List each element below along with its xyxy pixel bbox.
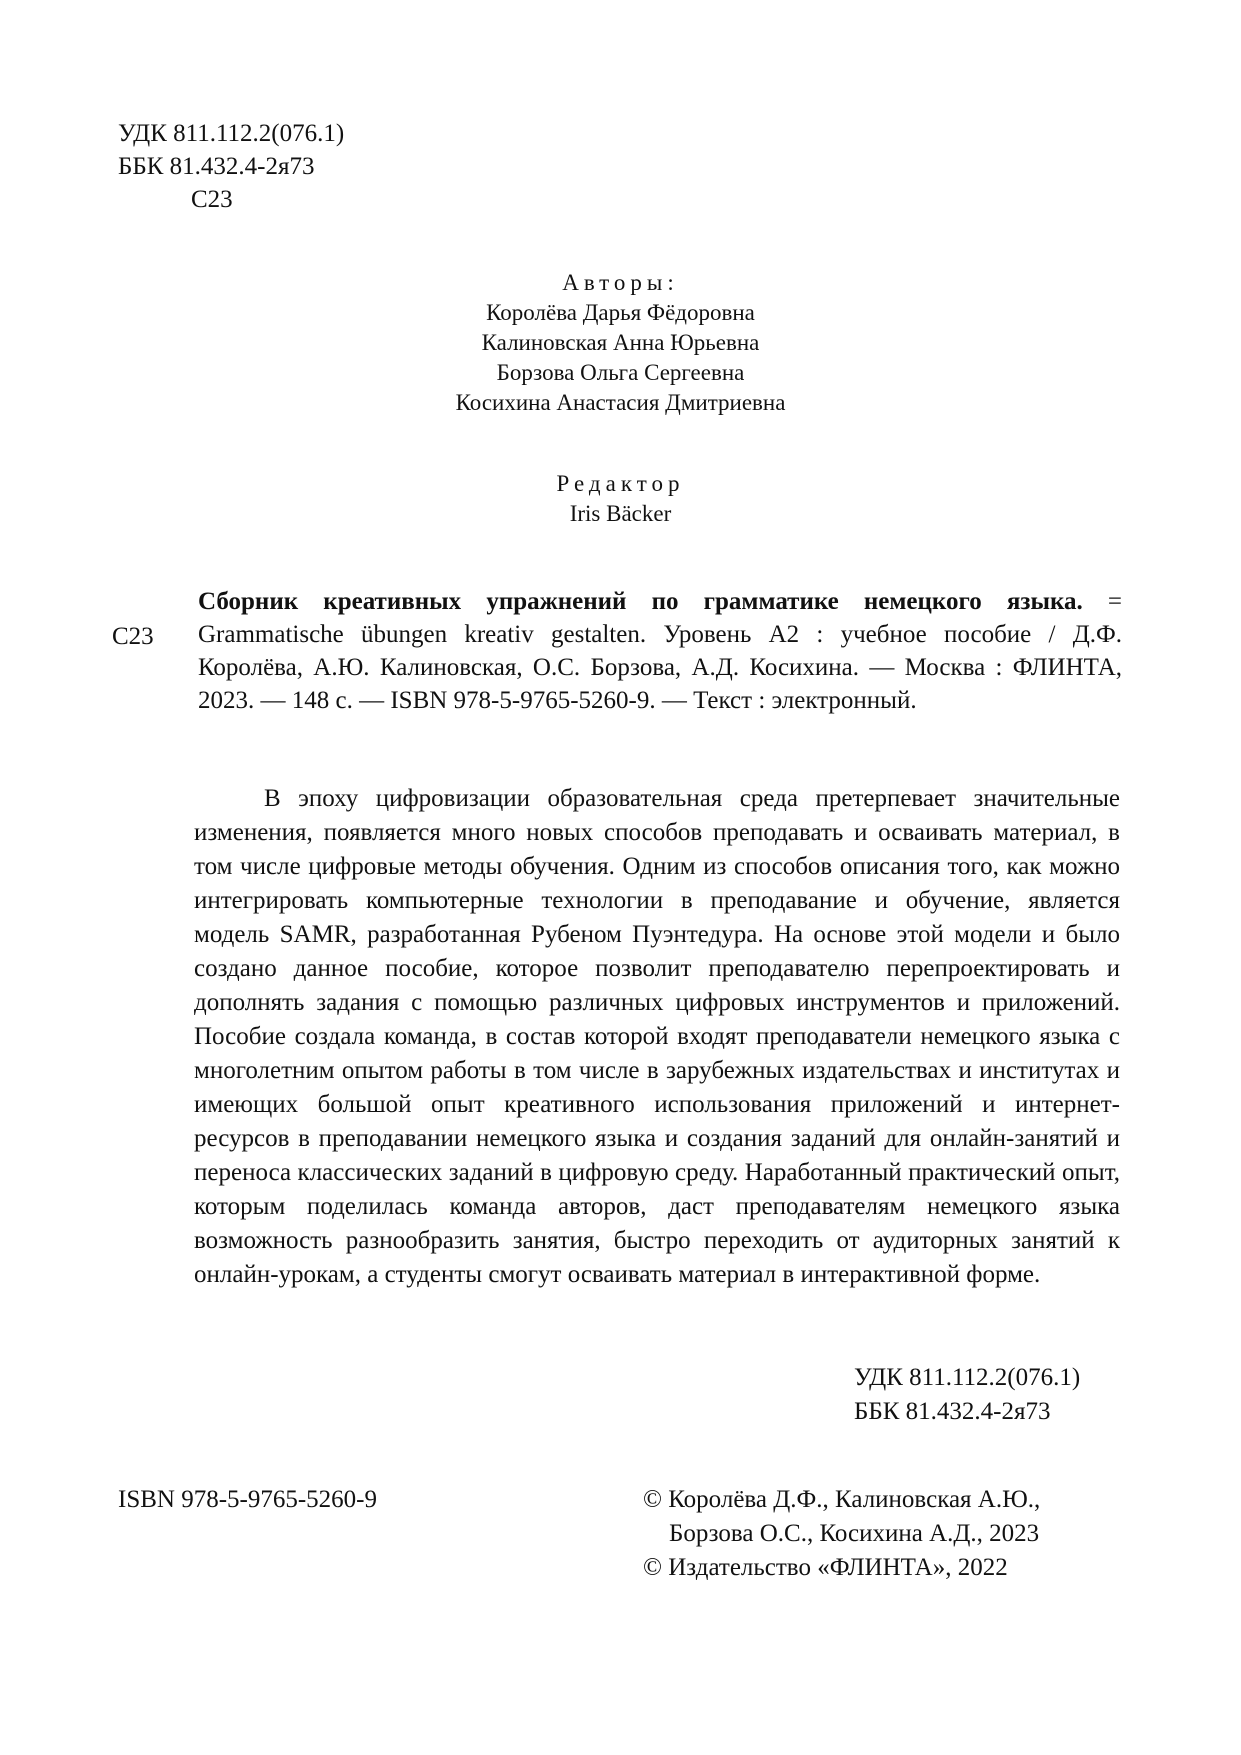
udk-code-bottom: УДК 811.112.2(076.1) bbox=[854, 1364, 1081, 1391]
abstract-paragraph: В эпоху цифровизации образовательная среда претерпевает значительные изменения, появляется много новых способов преподавать и осваивать материал, в том числе цифровые методы обучения. Одним из способов описания того, как можно интегрировать компьютерные технологии в преподавание и обучение, является модель SAMR, разработанная Рубеном Пуэнтедура. На основе этой модели и было создано данное пособие, которое позволит преподавателю перепроектировать и дополнять задания с помощью различных цифровых инструментов и приложений. Пособие создала команда, в состав которой входят преподаватели немецкого языка с многолетним опытом работы в том числе в зарубежных издательствах и институтах и имеющих большой опыт креативного использования приложений и интернет-ресурсов в преподавании немецкого языка и создания заданий для онлайн-занятий и переноса классических заданий в цифровую среду. Наработанный практический опыт, которым поделилась команда авторов, даст преподавателям немецкого языка возможность разнообразить занятия, быстро переходить от аудиторных занятий к онлайн-урокам, а студенты смогут осваивать материал в интерактивной форме. bbox=[194, 785, 1120, 1288]
bibliographic-details: = Grammatische übungen kreativ gestalten. Уровень А2 : учебное пособие / Д.Ф. Королёва, А.Ю. Калиновская, О.С. Борзова, А.Д. Косихина. — Москва : ФЛИНТА, 2023. — 148 с. — ISBN 978-5-9765-5260-9. — Текст : электронный. bbox=[198, 588, 1123, 714]
author-name: Королёва Дарья Фёдоровна bbox=[486, 300, 755, 325]
isbn: ISBN 978-5-9765-5260-9 bbox=[118, 1486, 378, 1513]
bbk-code-top: ББК 81.432.4-2я73 bbox=[118, 153, 315, 180]
book-title: Сборник креативных упражнений по грамматике немецкого языка. bbox=[198, 588, 1083, 615]
udk-code-top: УДК 811.112.2(076.1) bbox=[118, 120, 345, 147]
copyright-publisher: © Издательство «ФЛИНТА», 2022 bbox=[643, 1554, 1008, 1581]
authors-heading: Авторы: bbox=[562, 270, 679, 295]
author-name: Косихина Анастасия Дмитриевна bbox=[455, 390, 786, 415]
author-name: Борзова Ольга Сергеевна bbox=[496, 360, 745, 385]
bbk-code-bottom: ББК 81.432.4-2я73 bbox=[854, 1398, 1051, 1425]
bibliographic-record bbox=[198, 585, 1122, 717]
author-name: Калиновская Анна Юрьевна bbox=[481, 330, 760, 355]
editor-heading: Редактор bbox=[556, 471, 685, 496]
editor-name: Iris Bäcker bbox=[569, 501, 672, 526]
author-sign-top: С23 bbox=[191, 186, 233, 213]
copyright-authors: © Королёва Д.Ф., Калиновская А.Ю., bbox=[643, 1486, 1041, 1513]
copyright-authors-continued: Борзова О.С., Косихина А.Д., 2023 bbox=[669, 1520, 1040, 1547]
bibliography-code: С23 bbox=[112, 623, 154, 650]
